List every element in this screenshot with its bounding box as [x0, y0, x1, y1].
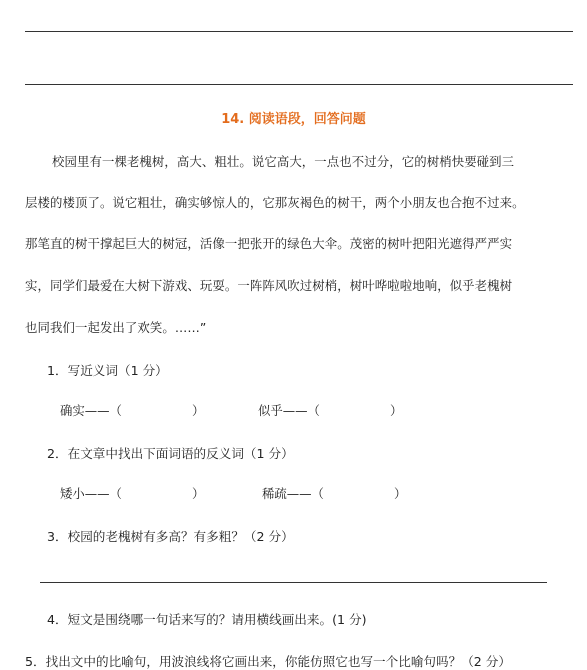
question-5: 5．找出文中的比喻句，用波浪线将它画出来，你能仿照它也写一个比喻句吗？（2 分）	[25, 654, 511, 669]
question-1: 1．写近义词（1 分）	[47, 363, 168, 378]
blank-label: 矮小——（	[60, 486, 122, 501]
question-3: 3．校园的老槐树有多高？有多粗？（2 分）	[47, 529, 294, 544]
blank-close: ）	[191, 486, 205, 501]
answer-line-top	[25, 31, 573, 32]
blank-close: ）	[191, 403, 205, 418]
passage-line: 也同我们一起发出了欢笑。……”	[25, 320, 207, 335]
passage-line: 层楼的楼顶了。说它粗壮，确实够惊人的，它那灰褐色的树干，两个小朋友也合抱不过来。	[25, 195, 525, 210]
blank-label: 确实——（	[60, 403, 122, 418]
passage-line: 校园里有一棵老槐树，高大、粗壮。说它高大，一点也不过分，它的树梢快要碰到三	[52, 154, 515, 169]
blank-close: ）	[393, 486, 407, 501]
synonym-blank-queshi[interactable]	[60, 401, 204, 419]
answer-line-second	[25, 84, 573, 85]
question-2: 2．在文章中找出下面词语的反义词（1 分）	[47, 446, 294, 461]
synonym-blank-sihu[interactable]	[258, 401, 402, 419]
blank-close: ）	[389, 403, 403, 418]
blank-label: 似乎——（	[258, 403, 320, 418]
section-title: 14. 阅读语段，回答问题	[221, 112, 366, 127]
answer-line-q3[interactable]	[40, 582, 547, 583]
passage-line: 实，同学们最爱在大树下游戏、玩耍。一阵阵风吹过树梢，树叶哗啦啦地响，似乎老槐树	[25, 278, 513, 293]
question-4: 4．短文是围绕哪一句话来写的？请用横线画出来。(1 分)	[47, 612, 367, 627]
passage-line: 那笔直的树干撑起巨大的树冠，活像一把张开的绿色大伞。茂密的树叶把阳光遮得严严实	[25, 236, 513, 251]
antonym-blank-aixiao[interactable]	[60, 484, 204, 502]
antonym-blank-xishu[interactable]	[262, 484, 406, 502]
blank-label: 稀疏——（	[262, 486, 324, 501]
